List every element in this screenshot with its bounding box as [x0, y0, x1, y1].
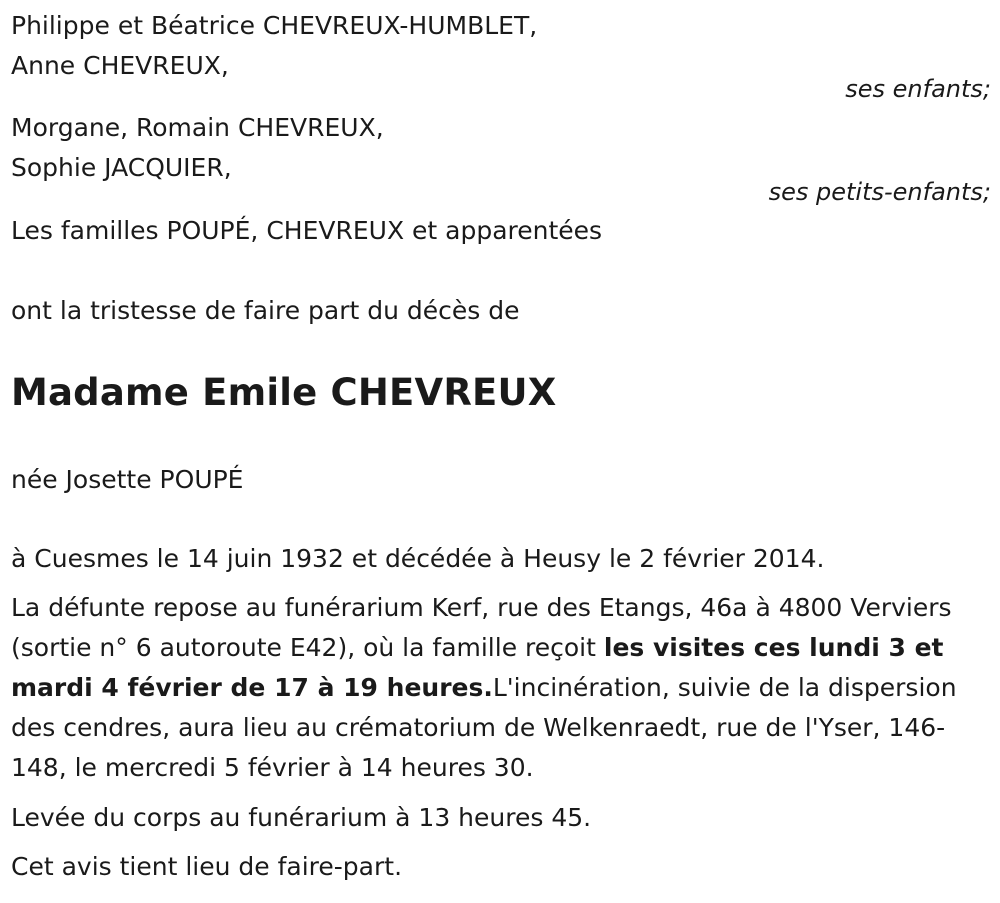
- announcement-line: ont la tristesse de faire part du décès de: [11, 296, 520, 325]
- levee-line: Levée du corps au funérarium à 13 heures 45.: [11, 803, 592, 832]
- obituary-notice: [11, 0, 991, 903]
- deceased-name: Madame Emile CHEVREUX: [11, 371, 557, 414]
- children-line-1: Philippe et Béatrice CHEVREUX-HUMBLET,: [11, 11, 538, 40]
- maiden-name: née Josette POUPÉ: [11, 465, 244, 494]
- funeral-details-text: La défunte repose au funérarium Kerf, rue des Etangs, 46a à 4800 Verviers (sortie n° 6 autoroute E42), où la famille reçoit: [11, 593, 952, 662]
- families-line: Les familles POUPÉ, CHEVREUX et apparentées: [11, 216, 603, 245]
- closing-line: Cet avis tient lieu de faire-part.: [11, 852, 403, 881]
- grandchildren-line-1: Morgane, Romain CHEVREUX,: [11, 113, 384, 142]
- visiting-hours: les visites ces lundi 3 et mardi 4 février de 17 à 19 heures.: [11, 633, 944, 702]
- children-role: ses enfants;: [845, 75, 991, 103]
- funeral-details-paragraph: [11, 588, 966, 788]
- children-line-2: Anne CHEVREUX,: [11, 51, 229, 80]
- grandchildren-role: ses petits-enfants;: [768, 178, 991, 206]
- birth-death-line: à Cuesmes le 14 juin 1932 et décédée à Heusy le 2 février 2014.: [11, 544, 825, 573]
- grandchildren-line-2: Sophie JACQUIER,: [11, 153, 232, 182]
- cremation-details-text: L'incinération, suivie de la dispersion des cendres, aura lieu au crématorium de Welkenraedt, rue de l'Yser, 146-148, le mercredi 5 février à 14 heures 30.: [11, 673, 957, 782]
